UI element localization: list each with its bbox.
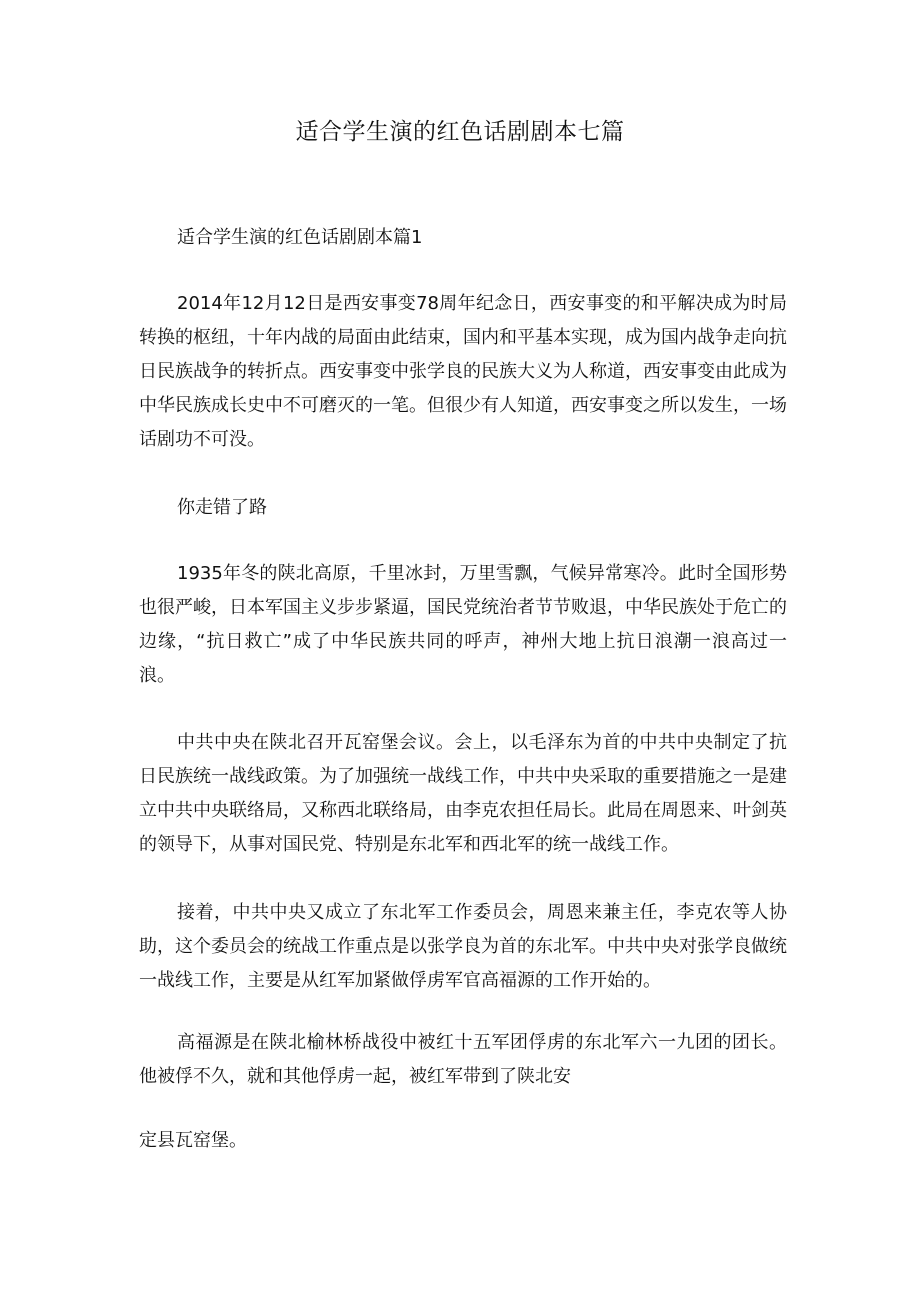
section-heading: 适合学生演的红色话剧剧本篇1 [177, 227, 423, 248]
paragraph-xian-incident-intro: 2014年12月12日是西安事变78周年纪念日，西安事变的和平解决成为时局转换的枢纽，十年内战的局面由此结束，国内和平基本实现，成为国内战争走向抗日民族战争的转折点。西安事变中张学良的民族大义为人称道，西安事变由此成为中华民族成长史中不可磨灭的一笔。但很少有人知道，西安事变之所以发生，一场话剧功不可没。 [139, 293, 787, 450]
paragraph-1935-winter: 1935年冬的陕北高原，千里冰封，万里雪飘，气候异常寒冷。此时全国形势也很严峻，日本军国主义步步紧逼，国民党统治者节节败退，中华民族处于危亡的边缘，“抗日救亡”成了中华民族共同的呼声，神州大地上抗日浪潮一浪高过一浪。 [139, 563, 787, 686]
subheading-wrong-road: 你走错了路 [177, 497, 267, 518]
paragraph-gao-fuyuan: 高福源是在陕北榆林桥战役中被红十五军团俘虏的东北军六一九团的团长。他被俘不久，就和其他俘虏一起，被红军带到了陕北安 [139, 1032, 787, 1087]
document-title: 适合学生演的红色话剧剧本七篇 [295, 119, 625, 145]
paragraph-northeast-army-committee: 接着，中共中央又成立了东北军工作委员会，周恩来兼主任，李克农等人协助，这个委员会的统战工作重点是以张学良为首的东北军。中共中央对张学良做统一战线工作，主要是从红军加紧做俘虏军官高福源的工作开始的。 [139, 902, 787, 991]
paragraph-continuation: 定县瓦窑堡。 [139, 1130, 247, 1151]
paragraph-wayaobu-meeting: 中共中央在陕北召开瓦窑堡会议。会上，以毛泽东为首的中共中央制定了抗日民族统一战线政策。为了加强统一战线工作，中共中央采取的重要措施之一是建立中共中央联络局，又称西北联络局，由李克农担任局长。此局在周恩来、叶剑英的领导下，从事对国民党、特别是东北军和西北军的统一战线工作。 [139, 732, 787, 855]
